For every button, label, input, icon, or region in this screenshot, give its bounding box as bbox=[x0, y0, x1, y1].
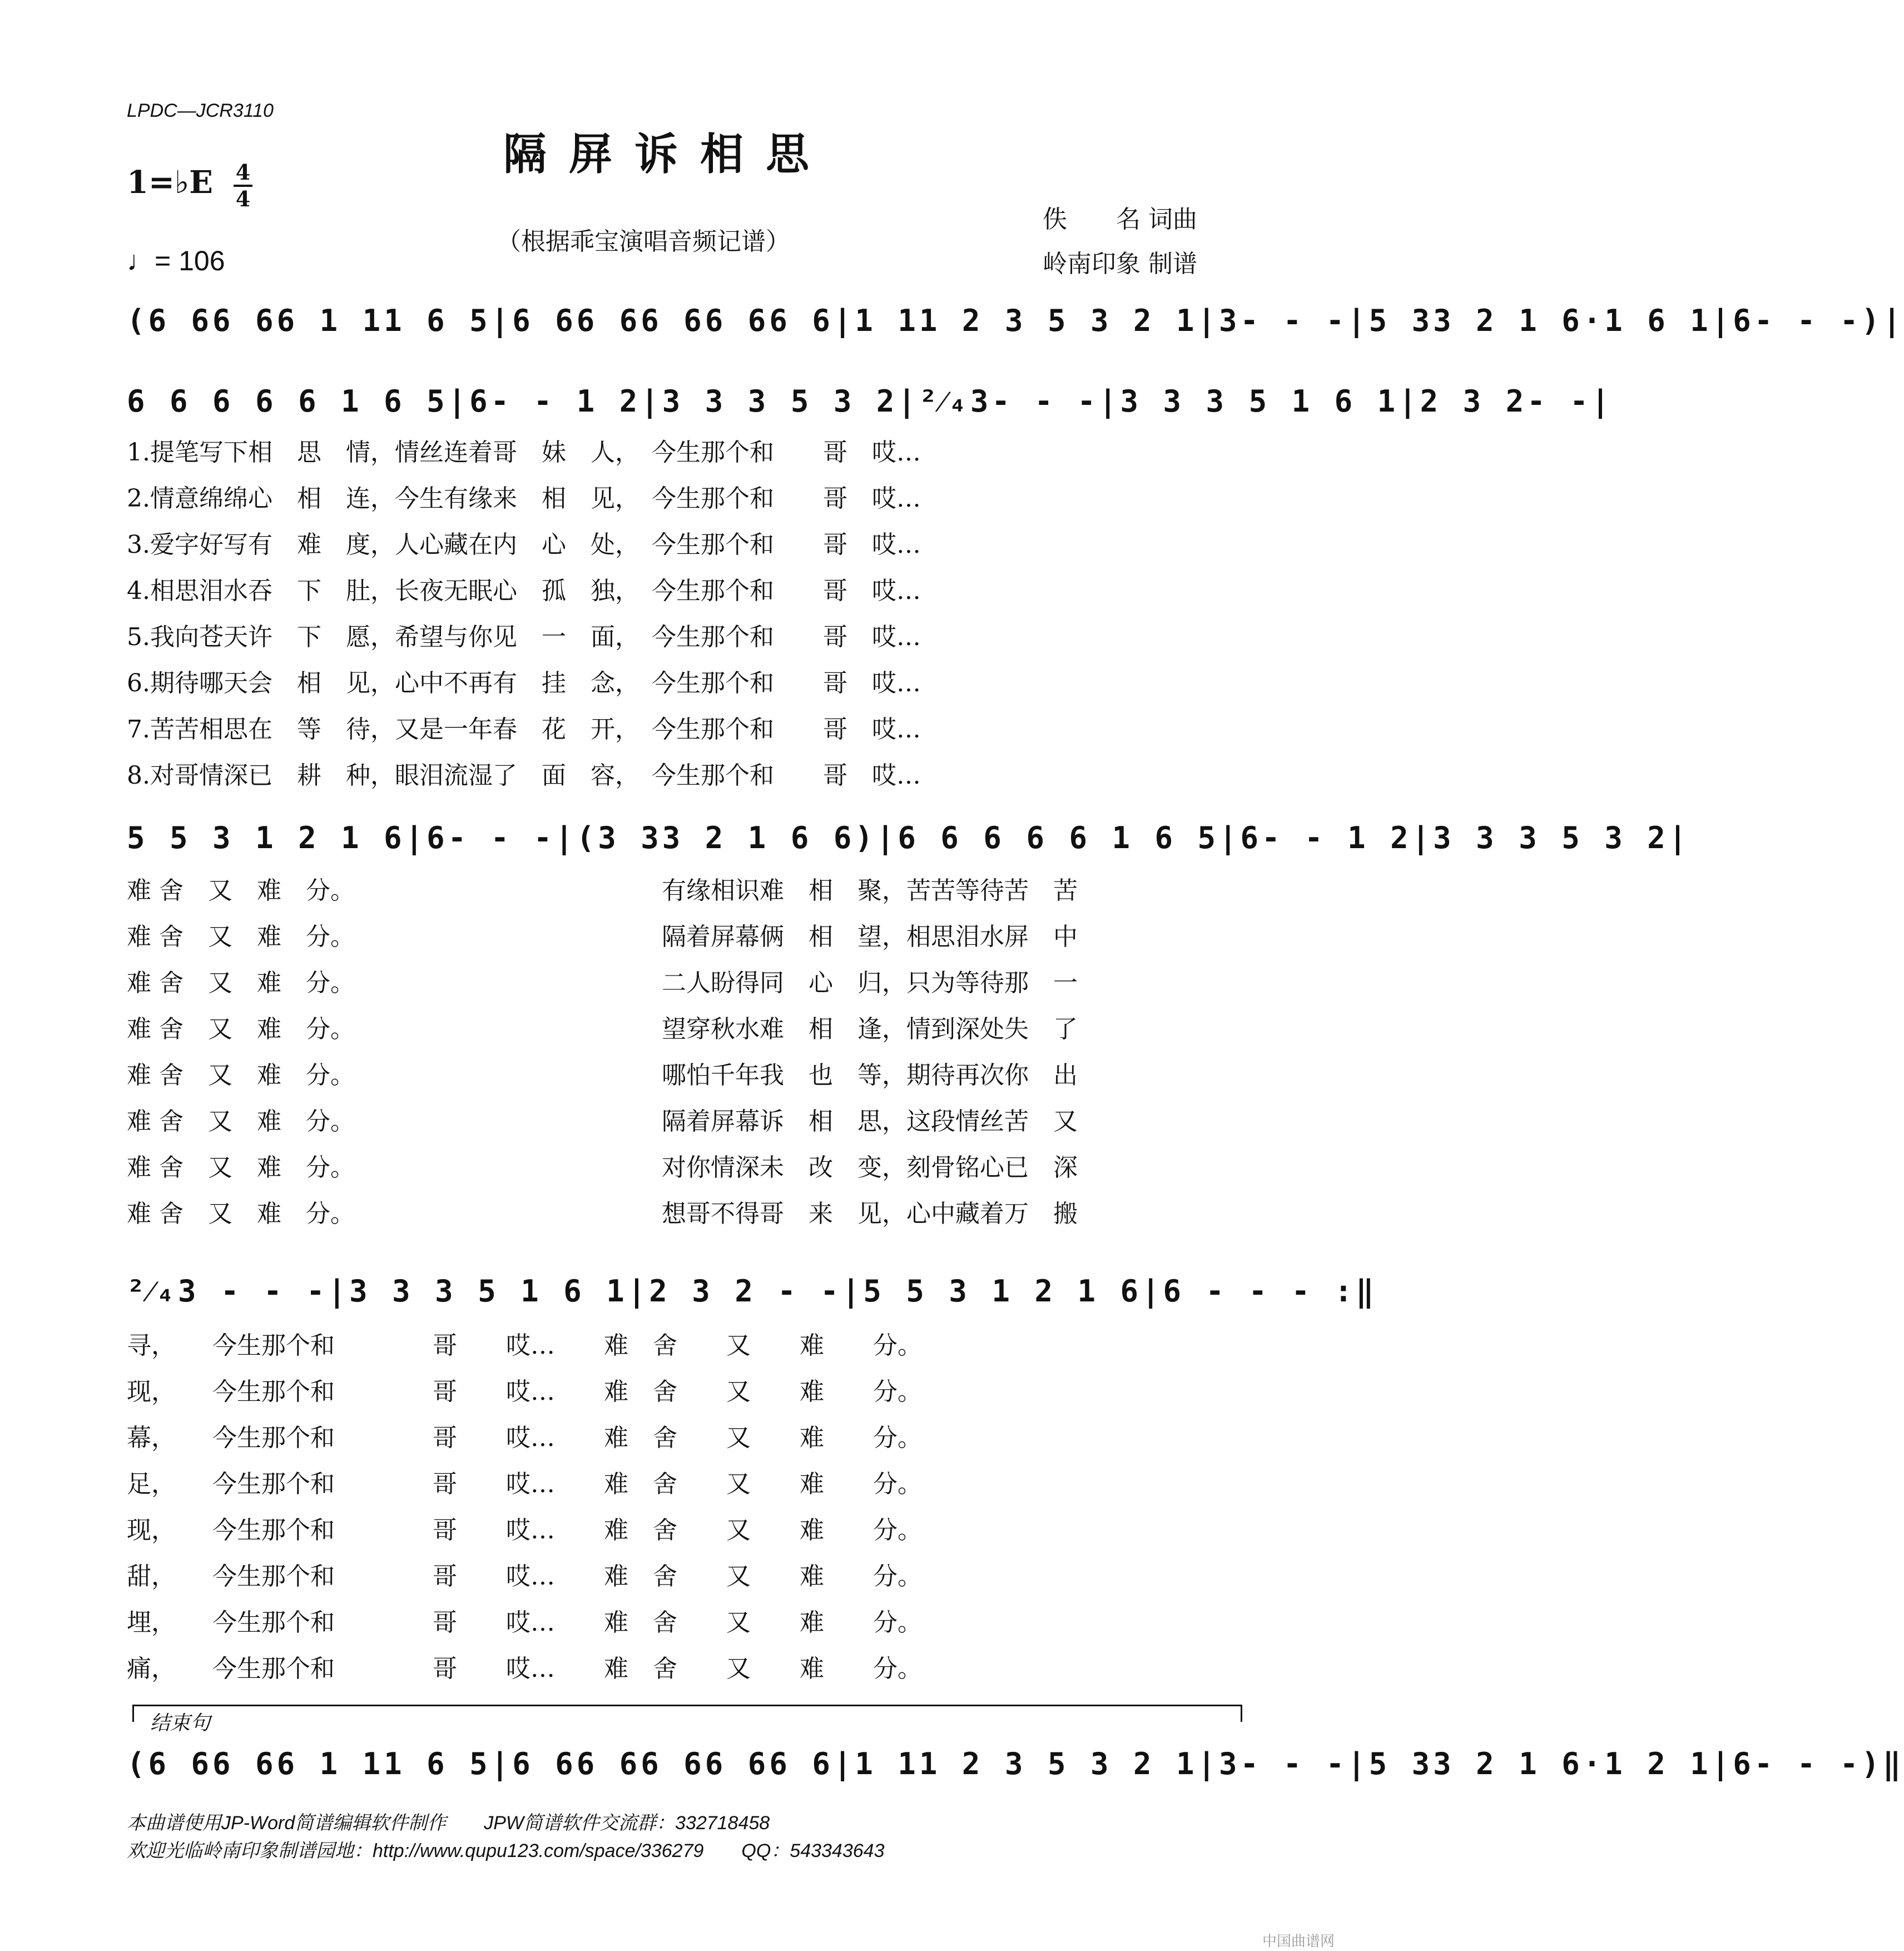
lyric-line: 2.情意绵绵心 相 连，今生有缘来 相 见， 今生那个和 哥 哎… bbox=[127, 484, 921, 513]
staff-line-verse-b: 5 5 3 1 2 1 6|6- - -|(3 33 2 1 6 6)|6 6 6 6 6 1 6 5|6- - 1 2|3 3 3 5 3 2| bbox=[127, 820, 1690, 855]
lyric-line: 埋， 今生那个和 哥 哎… 难 舍 又 难 分。 bbox=[127, 1608, 922, 1637]
lyric-line: 难 舍 又 难 分。 bbox=[127, 923, 355, 951]
lyrics-block-3 bbox=[127, 1323, 922, 1692]
lyric-line: 望穿秋水难 相 逢，情到深处失 了 bbox=[662, 1015, 1078, 1043]
lyric-line: 寻， 今生那个和 哥 哎… 难 舍 又 难 分。 bbox=[127, 1331, 922, 1360]
key-signature: 1=♭E bbox=[127, 164, 213, 201]
lyric-line: 现， 今生那个和 哥 哎… 难 舍 又 难 分。 bbox=[127, 1516, 922, 1544]
lyric-line: 足， 今生那个和 哥 哎… 难 舍 又 难 分。 bbox=[127, 1470, 922, 1498]
lyric-line: 难 舍 又 难 分。 bbox=[127, 1200, 355, 1228]
time-sig-bottom: 4 bbox=[235, 186, 251, 211]
lyric-line: 想哥不得哥 来 见，心中藏着万 搬 bbox=[662, 1200, 1078, 1228]
lyric-line: 隔着屏幕诉 相 思，这段情丝苦 又 bbox=[662, 1107, 1078, 1136]
lyric-line: 8.对哥情深已 耕 种，眼泪流湿了 面 容， 今生那个和 哥 哎… bbox=[127, 761, 921, 790]
lyric-line: 难 舍 又 难 分。 bbox=[127, 969, 355, 997]
ending-label: 结束句 bbox=[150, 1711, 211, 1734]
lyric-line: 难 舍 又 难 分。 bbox=[127, 1153, 355, 1182]
subtitle: （根据乖宝演唱音频记谱） bbox=[497, 227, 790, 256]
lyrics-block-2-left bbox=[127, 868, 355, 1237]
time-sig-top: 4 bbox=[235, 160, 251, 185]
lyric-line: 4.相思泪水吞 下 肚，长夜无眠心 孤 独， 今生那个和 哥 哎… bbox=[127, 577, 921, 605]
lyric-line: 难 舍 又 难 分。 bbox=[127, 1015, 355, 1043]
lyric-line: 3.爱字好写有 难 度，人心藏在内 心 处， 今生那个和 哥 哎… bbox=[127, 531, 921, 559]
lyric-line: 现， 今生那个和 哥 哎… 难 舍 又 难 分。 bbox=[127, 1378, 922, 1406]
page-title: 隔屏诉相思 bbox=[503, 129, 832, 180]
tempo-mark: ♩= 106 bbox=[127, 245, 225, 276]
lyric-line: 甜， 今生那个和 哥 哎… 难 舍 又 难 分。 bbox=[127, 1562, 922, 1591]
credits bbox=[1043, 197, 1197, 286]
staff-line-intro: (6 66 66 1 11 6 5|6 66 66 66 66 6|1 11 2 3 5 3 2 1|3- - -|5 33 2 1 6·1 6 1|6- - -)| bbox=[127, 303, 1904, 338]
lyric-line: 有缘相识难 相 聚，苦苦等待苦 苦 bbox=[662, 877, 1078, 905]
score-code: LPDC—JCR3110 bbox=[127, 100, 274, 121]
lyric-line: 隔着屏幕俩 相 望，相思泪水屏 中 bbox=[662, 923, 1078, 951]
lyric-line: 5.我向苍天许 下 愿，希望与你见 一 面， 今生那个和 哥 哎… bbox=[127, 623, 921, 651]
lyric-line: 哪怕千年我 也 等，期待再次你 出 bbox=[662, 1061, 1078, 1090]
staff-line-verse-c: ²⁄₄3 - - -|3 3 3 5 1 6 1|2 3 2 - -|5 5 3 1 2 1 6|6 - - - :‖ bbox=[127, 1274, 1377, 1309]
ending-bracket bbox=[132, 1705, 1242, 1722]
footer-line-2: 欢迎光临岭南印象制谱园地：http://www.qupu123.com/space/336279 QQ：543343643 bbox=[127, 1840, 885, 1861]
lyric-line: 6.期待哪天会 相 见，心中不再有 挂 念， 今生那个和 哥 哎… bbox=[127, 669, 921, 697]
lyric-line: 对你情深未 改 变，刻骨铭心已 深 bbox=[662, 1153, 1078, 1182]
lyric-line: 难 舍 又 难 分。 bbox=[127, 877, 355, 905]
credit-notation: 岭南印象 制谱 bbox=[1043, 250, 1197, 278]
staff-line-verse-a: 6 6 6 6 6 1 6 5|6- - 1 2|3 3 3 5 3 2|²⁄₄3- - -|3 3 3 5 1 6 1|2 3 2- -| bbox=[127, 384, 1613, 419]
credit-lyrics: 佚 名 词曲 bbox=[1043, 205, 1197, 234]
lyric-line: 痛， 今生那个和 哥 哎… 难 舍 又 难 分。 bbox=[127, 1655, 922, 1683]
watermark-logo: 中国曲谱网 bbox=[1262, 1933, 1335, 1949]
lyrics-block-2-right bbox=[662, 868, 1078, 1237]
lyric-line: 难 舍 又 难 分。 bbox=[127, 1061, 355, 1090]
footer-line-1: 本曲谱使用JP-Word简谱编辑软件制作 JPW简谱软件交流群：332718458 bbox=[127, 1813, 770, 1834]
lyric-line: 1.提笔写下相 思 情，情丝连着哥 妹 人， 今生那个和 哥 哎… bbox=[127, 438, 921, 467]
staff-line-ending: (6 66 66 1 11 6 5|6 66 66 66 66 6|1 11 2 3 5 3 2 1|3- - -|5 33 2 1 6·1 2 1|6- - -)‖ bbox=[127, 1746, 1904, 1781]
lyrics-block-1 bbox=[127, 429, 921, 799]
time-signature bbox=[234, 161, 252, 210]
lyric-line: 7.苦苦相思在 等 待，又是一年春 花 开， 今生那个和 哥 哎… bbox=[127, 715, 921, 744]
lyric-line: 幕， 今生那个和 哥 哎… 难 舍 又 难 分。 bbox=[127, 1424, 922, 1452]
lyric-line: 二人盼得同 心 归，只为等待那 一 bbox=[662, 969, 1078, 997]
lyric-line: 难 舍 又 难 分。 bbox=[127, 1107, 355, 1136]
